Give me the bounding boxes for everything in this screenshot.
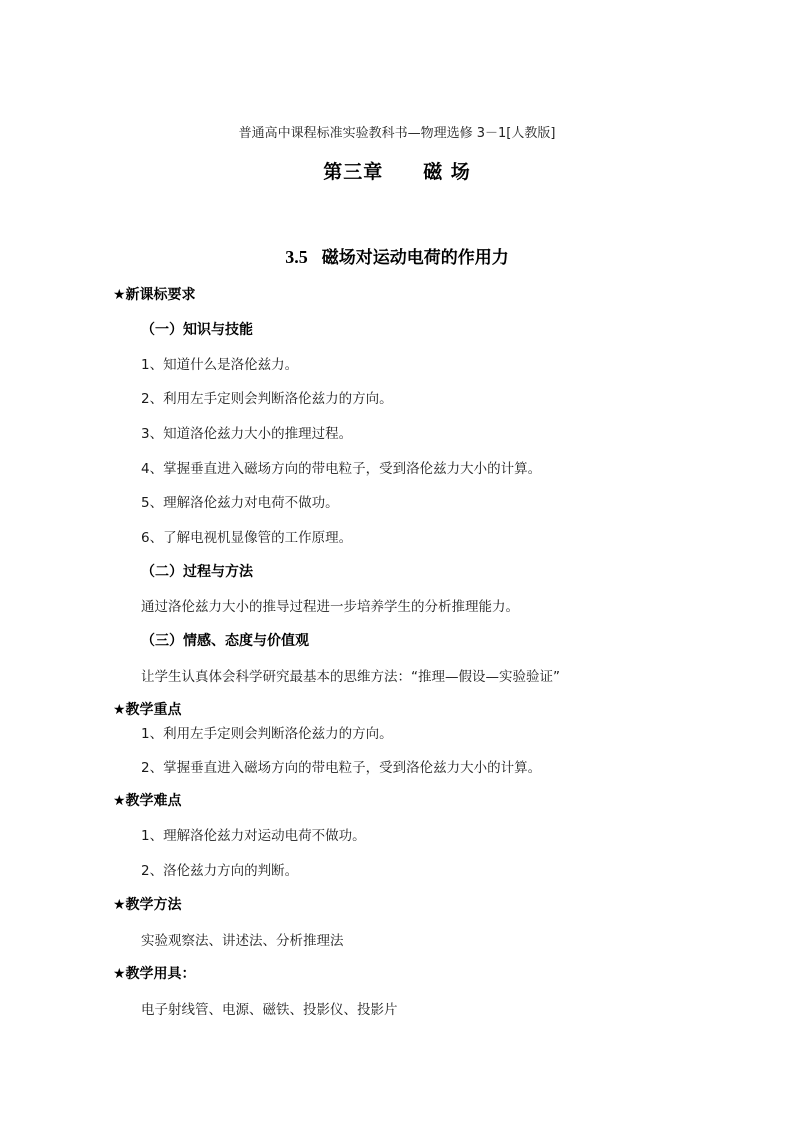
section-name: 磁场对运动电荷的作用力: [321, 248, 509, 268]
process-heading: （二）过程与方法: [141, 564, 253, 580]
key-point-item: 2、掌握垂直进入磁场方向的带电粒子，受到洛伦兹力大小的计算。: [141, 760, 542, 776]
methods-heading: ★教学方法: [113, 897, 182, 913]
knowledge-item: 1、知道什么是洛伦兹力。: [141, 357, 299, 373]
difficulties-heading: ★教学难点: [113, 793, 182, 809]
tools-heading: ★教学用具：: [113, 966, 196, 982]
difficulty-item: 1、理解洛伦兹力对运动电荷不做功。: [141, 828, 366, 844]
requirements-heading: ★新课标要求: [113, 287, 196, 303]
page-header: 普通高中课程标准实验教科书—物理选修 3－1[人教版]: [238, 126, 556, 141]
knowledge-item: 2、利用左手定则会判断洛伦兹力的方向。: [141, 391, 393, 407]
values-heading: （三）情感、态度与价值观: [141, 633, 309, 649]
values-text: 让学生认真体会科学研究最基本的思维方法：“推理—假设—实验验证”: [141, 669, 560, 685]
knowledge-item: 4、掌握垂直进入磁场方向的带电粒子，受到洛伦兹力大小的计算。: [141, 461, 542, 477]
key-points-heading: ★教学重点: [113, 702, 182, 718]
knowledge-item: 6、了解电视机显像管的工作原理。: [141, 530, 353, 546]
process-text: 通过洛伦兹力大小的推导过程进一步培养学生的分析推理能力。: [141, 599, 519, 615]
key-point-item: 1、利用左手定则会判断洛伦兹力的方向。: [141, 726, 393, 742]
section-title: [0, 243, 794, 268]
chapter-title: 第三章 磁 场: [323, 161, 471, 183]
methods-text: 实验观察法、讲述法、分析推理法: [141, 933, 344, 949]
section-number: 3.5: [285, 247, 308, 267]
tools-text: 电子射线管、电源、磁铁、投影仪、投影片: [141, 1002, 398, 1018]
difficulty-item: 2、洛伦兹力方向的判断。: [141, 863, 299, 879]
knowledge-item: 5、理解洛伦兹力对电荷不做功。: [141, 495, 339, 511]
knowledge-heading: （一）知识与技能: [141, 322, 253, 338]
knowledge-item: 3、知道洛伦兹力大小的推理过程。: [141, 426, 353, 442]
